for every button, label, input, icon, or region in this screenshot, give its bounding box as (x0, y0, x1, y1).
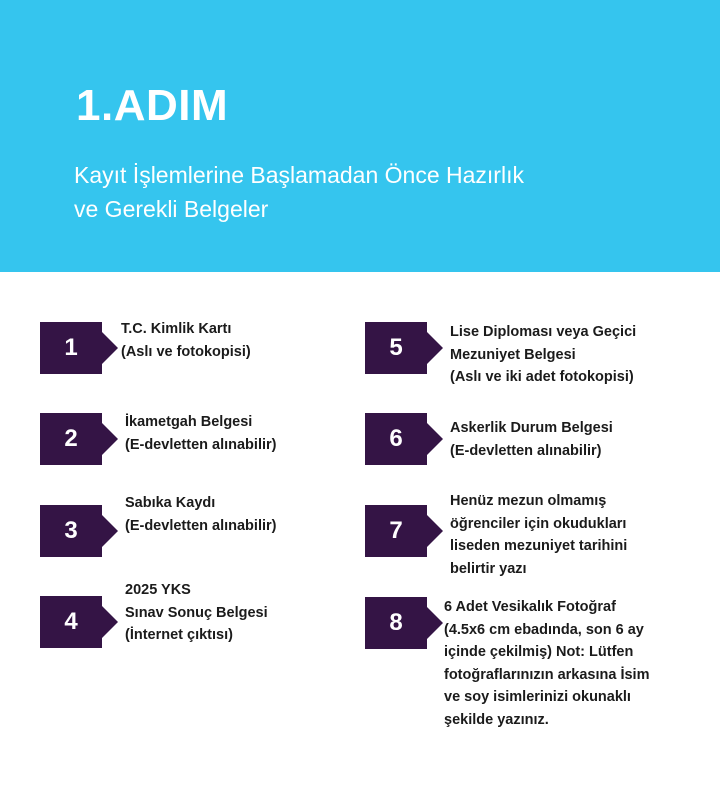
subtitle (74, 158, 634, 226)
number-badge-2: 2 (40, 413, 102, 465)
document-item-8 (444, 596, 649, 731)
item-8-line-4: fotoğraflarınızın arkasına İsim (444, 666, 650, 683)
number-badge-3: 3 (40, 505, 102, 557)
number-badge-5: 5 (365, 322, 427, 374)
item-2-line-2: (E-devletten alınabilir) (125, 436, 277, 453)
item-7-line-2: öğrenciler için okudukları (450, 515, 627, 532)
number-badge-1: 1 (40, 322, 102, 374)
item-4-line-1: 2025 YKS (125, 582, 191, 598)
item-5-line-3: (Aslı ve iki adet fotokopisi) (450, 369, 634, 385)
document-item-3 (125, 492, 276, 537)
item-3-line-2: (E-devletten alınabilir) (125, 517, 277, 534)
number-badge-6: 6 (365, 413, 427, 465)
number-badge-7: 7 (365, 505, 427, 557)
document-item-2 (125, 411, 276, 456)
document-item-7 (450, 490, 627, 580)
item-5-line-2: Mezuniyet Belgesi (450, 346, 576, 363)
item-4-line-3: (İnternet çıktısı) (125, 627, 233, 643)
item-7-line-3: liseden mezuniyet tarihini (450, 538, 628, 554)
item-7-line-4: belirtir yazı (450, 560, 527, 577)
document-item-6 (450, 417, 613, 462)
document-item-1 (121, 318, 251, 363)
item-1-line-1: T.C. Kimlik Kartı (121, 321, 232, 337)
document-item-5 (450, 321, 636, 389)
item-8-line-1: 6 Adet Vesikalık Fotoğraf (444, 599, 616, 615)
item-2-line-1: İkametgah Belgesi (125, 414, 253, 430)
item-6-line-1: Askerlik Durum Belgesi (450, 420, 613, 436)
item-8-line-2: (4.5x6 cm ebadında, son 6 ay (444, 621, 644, 638)
item-8-line-5: ve soy isimlerinizi okunaklı (444, 689, 631, 705)
item-8-line-3: içinde çekilmiş) Not: Lütfen (444, 644, 634, 660)
item-8-line-6: şekilde yazınız. (444, 711, 549, 728)
item-7-line-1: Henüz mezun olmamış (450, 493, 607, 509)
number-badge-8: 8 (365, 597, 427, 649)
step-title: 1.ADIM (76, 81, 229, 130)
item-6-line-2: (E-devletten alınabilir) (450, 442, 602, 459)
item-1-line-2: (Aslı ve fotokopisi) (121, 343, 251, 360)
subtitle-line-1: Kayıt İşlemlerine Başlamadan Önce Hazırlık (74, 162, 524, 188)
subtitle-line-2: ve Gerekli Belgeler (74, 196, 269, 222)
number-badge-4: 4 (40, 596, 102, 648)
item-3-line-1: Sabıka Kaydı (125, 495, 216, 511)
header-banner (0, 0, 720, 272)
item-5-line-1: Lise Diploması veya Geçici (450, 324, 637, 340)
document-item-4 (125, 579, 268, 647)
item-4-line-2: Sınav Sonuç Belgesi (125, 604, 268, 621)
